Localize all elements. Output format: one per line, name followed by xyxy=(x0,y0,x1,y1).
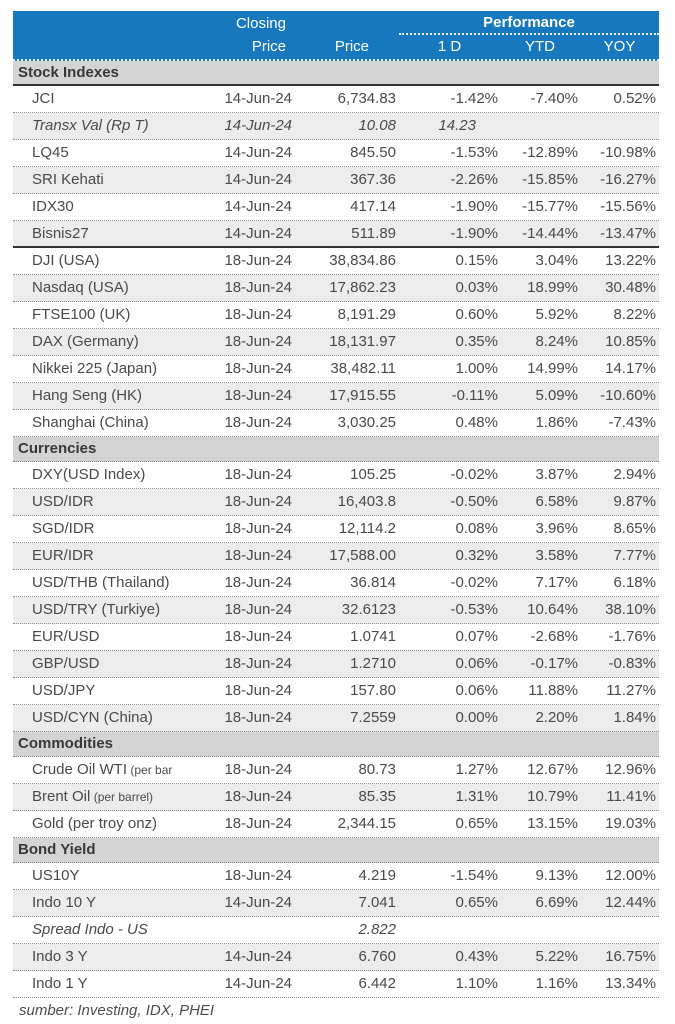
table-row xyxy=(13,167,659,194)
perf-yoy-cell: 12.44% xyxy=(605,894,656,911)
table-row xyxy=(13,570,659,597)
section-body xyxy=(13,462,659,732)
perf-yoy-cell: 16.75% xyxy=(605,948,656,965)
instrument-name-cell xyxy=(13,410,191,436)
perf-yoy-cell: 30.48% xyxy=(605,279,656,296)
perf-yoy-cell: -13.47% xyxy=(600,225,656,242)
table-row xyxy=(13,356,659,383)
price-cell: 32.6123 xyxy=(341,601,396,618)
perf-yoy-cell: 6.18% xyxy=(613,574,656,591)
date-cell: 18-Jun-24 xyxy=(224,279,292,296)
price-cell: 2,344.15 xyxy=(337,815,396,832)
perf-1d-cell: 0.15% xyxy=(455,252,498,269)
instrument-name: Hang Seng (HK) xyxy=(32,387,143,404)
perf-1d-cell: 1.27% xyxy=(455,761,498,778)
instrument-name: USD/JPY xyxy=(32,682,96,699)
section-body xyxy=(13,757,659,838)
table-row xyxy=(13,302,659,329)
instrument-name: Indo 10 Y xyxy=(32,894,96,911)
instrument-name-cell xyxy=(13,86,191,112)
table-row xyxy=(13,971,659,998)
perf-yoy-cell: 1.84% xyxy=(613,709,656,726)
price-cell: 18,131.97 xyxy=(329,333,396,350)
header-price-spacer xyxy=(296,12,399,35)
instrument-name-cell xyxy=(13,356,191,382)
perf-yoy-cell: 14.17% xyxy=(605,360,656,377)
instrument-name: LQ45 xyxy=(32,144,69,161)
date-cell: 18-Jun-24 xyxy=(224,414,292,431)
instrument-name: Nikkei 225 (Japan) xyxy=(32,360,158,377)
price-cell: 105.25 xyxy=(350,466,396,483)
date-cell: 14-Jun-24 xyxy=(224,171,292,188)
price-cell: 3,030.25 xyxy=(337,414,396,431)
date-cell: 14-Jun-24 xyxy=(224,975,292,992)
perf-1d-cell: 0.60% xyxy=(455,306,498,323)
perf-yoy-cell: -10.60% xyxy=(600,387,656,404)
perf-1d-cell xyxy=(399,917,500,943)
section-header-currencies: Currencies xyxy=(13,437,659,462)
date-cell: 18-Jun-24 xyxy=(224,867,292,884)
date-cell: 18-Jun-24 xyxy=(224,547,292,564)
perf-1d-cell: -1.53% xyxy=(450,144,498,161)
perf-yoy-cell: 9.87% xyxy=(613,493,656,510)
perf-yoy-cell: 7.77% xyxy=(613,547,656,564)
perf-1d-cell: 0.08% xyxy=(455,520,498,537)
table-row xyxy=(13,113,659,140)
date-cell: 18-Jun-24 xyxy=(224,761,292,778)
perf-1d-cell: -0.50% xyxy=(450,493,498,510)
price-cell: 85.35 xyxy=(358,788,396,805)
instrument-name-cell xyxy=(13,651,191,677)
perf-ytd-cell: -15.85% xyxy=(522,171,578,188)
instrument-name-cell xyxy=(13,784,191,810)
section-header-commodities: Commodities xyxy=(13,732,659,757)
header-row-top xyxy=(13,11,659,35)
table-row xyxy=(13,248,659,275)
table-row xyxy=(13,194,659,221)
header-name-spacer xyxy=(13,12,191,35)
table-row xyxy=(13,811,659,838)
instrument-name-cell xyxy=(13,194,191,220)
instrument-name-cell xyxy=(13,757,191,783)
instrument-name-cell xyxy=(13,705,191,731)
price-cell: 845.50 xyxy=(350,144,396,161)
perf-1d-cell: 0.06% xyxy=(455,655,498,672)
perf-1d-cell: 0.65% xyxy=(455,815,498,832)
perf-1d-cell: 0.48% xyxy=(455,414,498,431)
instrument-name: Brent Oil xyxy=(32,788,91,805)
perf-ytd-cell: 5.92% xyxy=(535,306,578,323)
perf-ytd-cell: 12.67% xyxy=(527,761,578,778)
price-cell: 38,482.11 xyxy=(330,360,396,377)
table-row xyxy=(13,86,659,113)
perf-1d-cell: 0.03% xyxy=(455,279,498,296)
date-cell: 18-Jun-24 xyxy=(224,252,292,269)
instrument-name: EUR/USD xyxy=(32,628,100,645)
perf-1d-cell: -0.02% xyxy=(450,574,498,591)
date-cell: 18-Jun-24 xyxy=(224,360,292,377)
price-cell: 6,734.83 xyxy=(337,90,396,107)
instrument-name-cell xyxy=(13,167,191,193)
table-row xyxy=(13,705,659,732)
perf-1d-cell: -0.11% xyxy=(451,387,498,404)
perf-ytd-cell: 9.13% xyxy=(535,867,578,884)
date-cell: 14-Jun-24 xyxy=(224,144,292,161)
perf-ytd-cell: -7.40% xyxy=(530,90,578,107)
perf-ytd-cell: 14.99% xyxy=(527,360,578,377)
perf-yoy-cell: -15.56% xyxy=(600,198,656,215)
table-row xyxy=(13,462,659,489)
price-cell: 10.08 xyxy=(358,117,396,134)
table-column-header xyxy=(13,11,659,61)
price-cell: 16,403.8 xyxy=(337,493,396,510)
date-cell: 18-Jun-24 xyxy=(224,387,292,404)
instrument-name: Gold (per troy onz) xyxy=(32,815,158,832)
date-cell: 18-Jun-24 xyxy=(224,466,292,483)
instrument-name: Spread Indo - US xyxy=(32,921,148,938)
perf-ytd-cell: 3.96% xyxy=(535,520,578,537)
instrument-name-unit: (per bar xyxy=(127,763,173,777)
perf-ytd-cell: 10.64% xyxy=(527,601,578,618)
instrument-name-cell xyxy=(13,597,191,623)
perf-1d-cell: -1.42% xyxy=(450,90,498,107)
instrument-name-cell xyxy=(13,140,191,166)
table-row xyxy=(13,863,659,890)
perf-yoy-cell: 38.10% xyxy=(605,601,656,618)
instrument-name: Indo 3 Y xyxy=(32,948,88,965)
table-row xyxy=(13,678,659,705)
perf-1d-cell: 0.32% xyxy=(455,547,498,564)
price-cell: 1.0741 xyxy=(350,628,396,645)
price-cell: 36.814 xyxy=(350,574,396,591)
table-row xyxy=(13,757,659,784)
perf-ytd-cell: 5.09% xyxy=(535,387,578,404)
perf-1d-cell: 0.65% xyxy=(455,894,498,911)
section-body xyxy=(13,863,659,998)
header-name-spacer xyxy=(13,35,191,59)
instrument-name: GBP/USD xyxy=(32,655,100,672)
instrument-name: SRI Kehati xyxy=(32,171,104,188)
closing-price-column-label: Price xyxy=(251,38,286,55)
instrument-name-cell xyxy=(13,863,191,889)
col-1d-label: 1 D xyxy=(437,38,462,55)
perf-ytd-cell: 8.24% xyxy=(535,333,578,350)
table-row xyxy=(13,221,659,248)
price-cell: 157.80 xyxy=(350,682,396,699)
instrument-name-cell xyxy=(13,462,191,488)
instrument-name-cell xyxy=(13,275,191,301)
perf-1d-cell: -1.90% xyxy=(450,225,498,242)
instrument-name: Bisnis27 xyxy=(32,225,89,242)
perf-ytd-cell: 6.58% xyxy=(535,493,578,510)
instrument-name: USD/CYN (China) xyxy=(32,709,153,726)
section-body xyxy=(13,86,659,437)
date-cell: 14-Jun-24 xyxy=(224,948,292,965)
table-row xyxy=(13,944,659,971)
col-ytd-label: YTD xyxy=(525,38,555,55)
price-cell: 12,114.2 xyxy=(338,520,396,537)
perf-ytd-cell xyxy=(500,113,580,139)
instrument-name: Crude Oil WTI xyxy=(32,761,128,778)
perf-ytd-cell: 18.99% xyxy=(527,279,578,296)
date-cell: 18-Jun-24 xyxy=(224,709,292,726)
perf-yoy-cell: 12.96% xyxy=(605,761,656,778)
table-row xyxy=(13,383,659,410)
price-cell: 4.219 xyxy=(358,867,396,884)
perf-1d-cell: -1.54% xyxy=(450,867,498,884)
perf-yoy-cell: 2.94% xyxy=(613,466,656,483)
instrument-name: IDX30 xyxy=(32,198,74,215)
price-cell: 6.760 xyxy=(358,948,396,965)
perf-yoy-cell: -10.98% xyxy=(600,144,656,161)
price-cell: 1.2710 xyxy=(350,655,396,672)
perf-1d-cell: -1.90% xyxy=(450,198,498,215)
price-cell: 17,862.23 xyxy=(329,279,396,296)
perf-ytd-cell: 2.20% xyxy=(535,709,578,726)
perf-ytd-cell: 10.79% xyxy=(527,788,578,805)
perf-yoy-cell: -7.43% xyxy=(608,414,656,431)
instrument-name: Nasdaq (USA) xyxy=(32,279,129,296)
table-row xyxy=(13,516,659,543)
perf-ytd-cell: -2.68% xyxy=(530,628,578,645)
date-cell: 14-Jun-24 xyxy=(224,117,292,134)
perf-ytd-cell: -0.17% xyxy=(530,655,578,672)
perf-ytd-cell: -15.77% xyxy=(522,198,578,215)
table-row xyxy=(13,651,659,678)
perf-yoy-cell: 19.03% xyxy=(605,815,656,832)
date-cell: 14-Jun-24 xyxy=(224,90,292,107)
date-cell: 18-Jun-24 xyxy=(224,520,292,537)
date-cell: 14-Jun-24 xyxy=(224,894,292,911)
perf-1d-cell: 0.35% xyxy=(455,333,498,350)
perf-1d-cell: 0.00% xyxy=(455,709,498,726)
price-cell: 38,834.86 xyxy=(329,252,396,269)
instrument-name-unit: (per barrel) xyxy=(90,790,154,804)
perf-yoy-cell xyxy=(580,113,659,139)
instrument-name: USD/TRY (Turkiye) xyxy=(32,601,161,618)
price-cell: 17,588.00 xyxy=(329,547,396,564)
instrument-name-cell xyxy=(13,971,191,997)
perf-ytd-cell: 3.58% xyxy=(535,547,578,564)
instrument-name: Shanghai (China) xyxy=(32,414,149,431)
performance-group-label: Performance xyxy=(399,12,659,35)
instrument-name-cell xyxy=(13,302,191,328)
perf-ytd-cell xyxy=(500,917,580,943)
price-cell: 2.822 xyxy=(358,921,396,938)
perf-yoy-cell: 8.22% xyxy=(613,306,656,323)
perf-1d-cell: -0.02% xyxy=(450,466,498,483)
instrument-name: EUR/IDR xyxy=(32,547,94,564)
date-cell: 18-Jun-24 xyxy=(224,655,292,672)
instrument-name: DJI (USA) xyxy=(32,252,100,269)
perf-ytd-cell: 6.69% xyxy=(535,894,578,911)
table-body xyxy=(13,61,659,998)
instrument-name: DXY(USD Index) xyxy=(32,466,146,483)
price-column-label: Price xyxy=(334,38,369,55)
date-cell: 18-Jun-24 xyxy=(224,682,292,699)
perf-yoy-cell: 10.85% xyxy=(605,333,656,350)
instrument-name-cell xyxy=(13,543,191,569)
instrument-name-cell xyxy=(13,917,191,943)
closing-label: Closing xyxy=(235,15,286,32)
instrument-name-cell xyxy=(13,678,191,704)
instrument-name: US10Y xyxy=(32,867,80,884)
instrument-name-cell xyxy=(13,221,191,246)
perf-yoy-cell: 8.65% xyxy=(613,520,656,537)
perf-1d-cell: 1.31% xyxy=(455,788,498,805)
perf-yoy-cell: 12.00% xyxy=(605,867,656,884)
price-cell: 8,191.29 xyxy=(337,306,396,323)
table-row xyxy=(13,890,659,917)
perf-yoy-cell xyxy=(580,917,659,943)
instrument-name: JCI xyxy=(32,90,55,107)
instrument-name-cell xyxy=(13,624,191,650)
perf-1d-cell: 1.10% xyxy=(455,975,498,992)
perf-ytd-cell: 11.88% xyxy=(528,682,578,699)
instrument-name-cell xyxy=(13,890,191,916)
date-cell: 18-Jun-24 xyxy=(224,628,292,645)
date-cell: 18-Jun-24 xyxy=(224,574,292,591)
table-row xyxy=(13,597,659,624)
table-section xyxy=(13,61,659,437)
perf-yoy-cell: 0.52% xyxy=(613,90,656,107)
table-row xyxy=(13,329,659,356)
perf-ytd-cell: 1.16% xyxy=(535,975,578,992)
perf-yoy-cell: 13.34% xyxy=(605,975,656,992)
date-cell: 18-Jun-24 xyxy=(224,333,292,350)
perf-yoy-cell: -0.83% xyxy=(608,655,656,672)
perf-ytd-cell: -12.89% xyxy=(522,144,578,161)
instrument-name-cell xyxy=(13,811,191,837)
instrument-name-cell xyxy=(13,516,191,542)
price-cell: 7.041 xyxy=(358,894,396,911)
date-cell: 14-Jun-24 xyxy=(224,225,292,242)
date-cell: 18-Jun-24 xyxy=(224,601,292,618)
perf-1d-cell: 0.07% xyxy=(455,628,498,645)
instrument-name-cell xyxy=(13,329,191,355)
table-row xyxy=(13,543,659,570)
perf-yoy-cell: 11.41% xyxy=(606,788,656,805)
instrument-name-cell xyxy=(13,248,191,274)
instrument-name: SGD/IDR xyxy=(32,520,95,537)
table-section xyxy=(13,437,659,732)
date-cell: 18-Jun-24 xyxy=(224,788,292,805)
instrument-name-cell xyxy=(13,570,191,596)
section-header-bond-yield: Bond Yield xyxy=(13,838,659,863)
price-cell: 7.2559 xyxy=(350,709,396,726)
perf-yoy-cell: -1.76% xyxy=(608,628,656,645)
instrument-name: Transx Val (Rp T) xyxy=(32,117,149,134)
instrument-name: FTSE100 (UK) xyxy=(32,306,131,323)
instrument-name-cell xyxy=(13,489,191,515)
table-row xyxy=(13,784,659,811)
instrument-name: DAX (Germany) xyxy=(32,333,139,350)
section-header-stock-indexes: Stock Indexes xyxy=(13,61,659,86)
price-cell: 511.89 xyxy=(351,225,396,242)
perf-ytd-cell: -14.44% xyxy=(522,225,578,242)
perf-yoy-cell: -16.27% xyxy=(600,171,656,188)
table-row xyxy=(13,275,659,302)
col-yoy-label: YOY xyxy=(603,38,636,55)
perf-ytd-cell: 1.86% xyxy=(535,414,578,431)
table-section xyxy=(13,732,659,838)
market-summary-table xyxy=(13,11,659,998)
perf-1d-cell: -2.26% xyxy=(450,171,498,188)
perf-1d-cell: 1.00% xyxy=(455,360,498,377)
date-cell xyxy=(191,917,296,943)
table-row xyxy=(13,489,659,516)
date-cell: 14-Jun-24 xyxy=(224,198,292,215)
table-row xyxy=(13,917,659,944)
price-cell: 80.73 xyxy=(358,761,396,778)
date-cell: 18-Jun-24 xyxy=(224,815,292,832)
instrument-name: USD/THB (Thailand) xyxy=(32,574,170,591)
date-cell: 18-Jun-24 xyxy=(224,493,292,510)
instrument-name-cell xyxy=(13,113,191,139)
perf-1d-cell: 0.43% xyxy=(455,948,498,965)
price-cell: 367.36 xyxy=(350,171,396,188)
header-row-bottom xyxy=(13,35,659,59)
price-cell: 6.442 xyxy=(358,975,396,992)
source-note: sumber: Investing, IDX, PHEI xyxy=(19,1002,215,1019)
table-row xyxy=(13,624,659,651)
perf-1d-cell: 0.06% xyxy=(455,682,498,699)
price-cell: 17,915.55 xyxy=(329,387,396,404)
perf-ytd-cell: 13.15% xyxy=(527,815,578,832)
perf-1d-cell: 14.23 xyxy=(438,117,476,134)
perf-ytd-cell: 5.22% xyxy=(535,948,578,965)
table-row xyxy=(13,410,659,437)
instrument-name-cell xyxy=(13,944,191,970)
table-section xyxy=(13,838,659,998)
instrument-name: Indo 1 Y xyxy=(32,975,88,992)
table-row xyxy=(13,140,659,167)
price-cell: 417.14 xyxy=(350,198,396,215)
perf-yoy-cell: 11.27% xyxy=(606,682,656,699)
date-cell: 18-Jun-24 xyxy=(224,306,292,323)
instrument-name-cell xyxy=(13,383,191,409)
perf-yoy-cell: 13.22% xyxy=(605,252,656,269)
perf-1d-cell: -0.53% xyxy=(450,601,498,618)
perf-ytd-cell: 3.04% xyxy=(535,252,578,269)
perf-ytd-cell: 7.17% xyxy=(535,574,578,591)
instrument-name: USD/IDR xyxy=(32,493,94,510)
perf-ytd-cell: 3.87% xyxy=(535,466,578,483)
